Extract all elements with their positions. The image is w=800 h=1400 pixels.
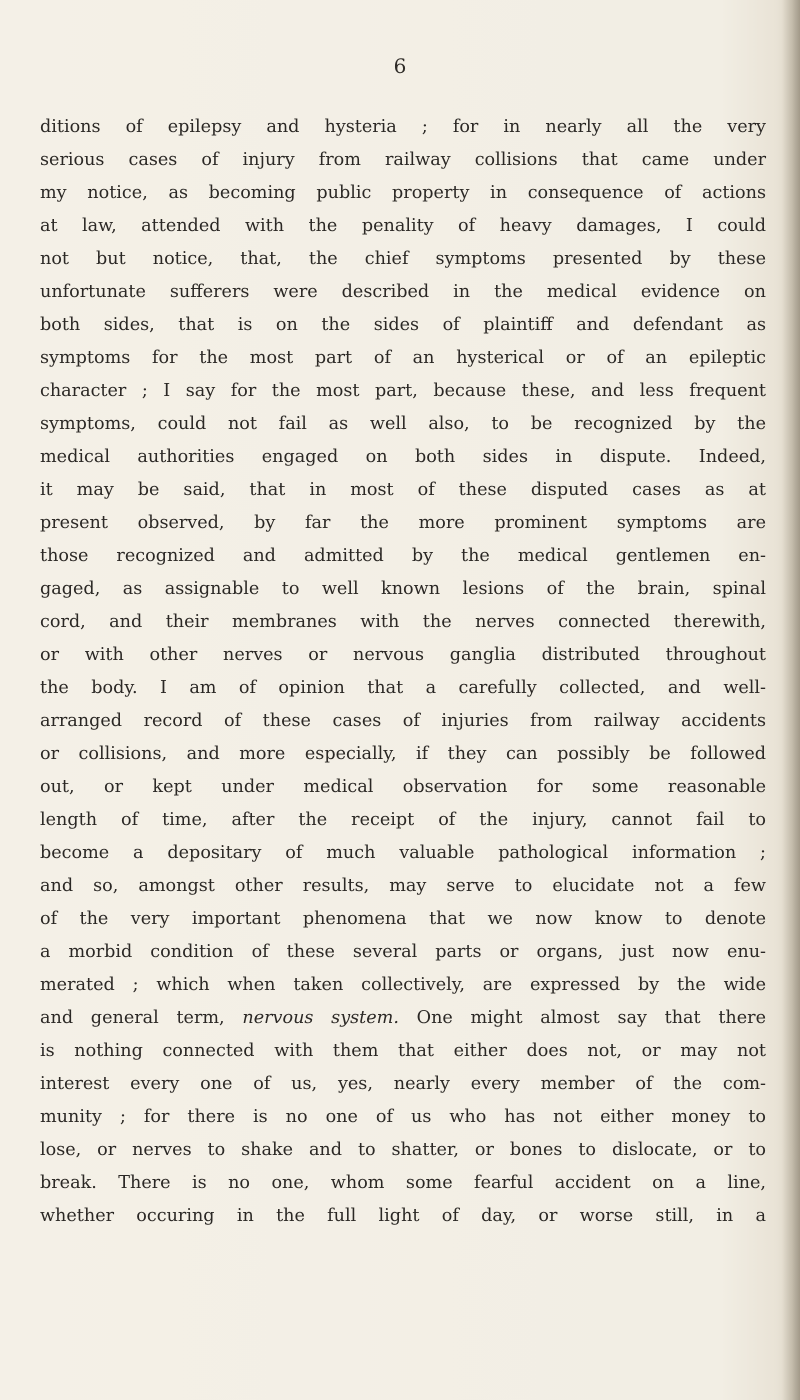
text-line-13: present observed, by far the more prominent symptoms are (40, 513, 766, 533)
text-line-31: munity ; for there is no one of us who has not either money to (40, 1107, 766, 1127)
text-line-28-before: and general term, (40, 1008, 243, 1028)
text-line-25: of the very important phenomena that we now know to denote (40, 909, 766, 929)
text-line-18: the body. I am of opinion that a carefully collected, and well- (40, 678, 766, 698)
text-line-27: merated ; which when taken collectively, are expressed by the wide (40, 975, 766, 995)
text-line-10: symptoms, could not fail as well also, to be recognized by the (40, 414, 766, 434)
body-text (40, 111, 766, 1233)
text-line-32: lose, or nerves to shake and to shatter, or bones to dislocate, or to (40, 1140, 766, 1160)
text-line-28 (40, 1002, 766, 1035)
text-line-15: gaged, as assignable to well known lesions of the brain, spinal (40, 579, 766, 599)
text-line-6: unfortunate sufferers were described in the medical evidence on (40, 282, 766, 302)
text-line-17: or with other nerves or nervous ganglia distributed throughout (40, 645, 766, 665)
text-line-29: is nothing connected with them that either does not, or may not (40, 1041, 766, 1061)
text-line-16: cord, and their membranes with the nerves connected therewith, (40, 612, 766, 632)
text-line-3: my notice, as becoming public property in consequence of actions (40, 183, 766, 203)
text-line-23: become a depositary of much valuable pathological information ; (40, 843, 766, 863)
text-line-34: whether occuring in the full light of day, or worse still, in a (40, 1206, 766, 1226)
text-line-7: both sides, that is on the sides of plaintiff and defendant as (40, 315, 766, 335)
page-edge-shadow (782, 0, 800, 1400)
text-line-20: or collisions, and more especially, if they can possibly be followed (40, 744, 766, 764)
text-line-28-after: One might almost say that there (398, 1008, 766, 1028)
text-line-11: medical authorities engaged on both sides in dispute. Indeed, (40, 447, 766, 467)
text-line-5: not but notice, that, the chief symptoms presented by these (40, 249, 766, 269)
text-line-26: a morbid condition of these several parts or organs, just now enu- (40, 942, 766, 962)
text-line-1: ditions of epilepsy and hysteria ; for in nearly all the very (40, 117, 766, 137)
text-line-9: character ; I say for the most part, because these, and less frequent (40, 381, 766, 401)
text-line-12: it may be said, that in most of these disputed cases as at (40, 480, 766, 500)
text-line-24: and so, amongst other results, may serve to elucidate not a few (40, 876, 766, 896)
text-line-30: interest every one of us, yes, nearly every member of the com- (40, 1074, 766, 1094)
text-line-14: those recognized and admitted by the medical gentlemen en- (40, 546, 766, 566)
text-line-33: break. There is no one, whom some fearful accident on a line, (40, 1173, 766, 1193)
text-line-4: at law, attended with the penality of heavy damages, I could (40, 216, 766, 236)
text-line-19: arranged record of these cases of injuries from railway accidents (40, 711, 766, 731)
page-number: 6 (393, 54, 407, 78)
text-line-2: serious cases of injury from railway collisions that came under (40, 150, 766, 170)
text-line-22: length of time, after the receipt of the injury, cannot fail to (40, 810, 766, 830)
text-line-21: out, or kept under medical observation for some reasonable (40, 777, 766, 797)
italic-term: nervous system. (242, 1008, 399, 1028)
text-line-8: symptoms for the most part of an hysterical or of an epileptic (40, 348, 766, 368)
